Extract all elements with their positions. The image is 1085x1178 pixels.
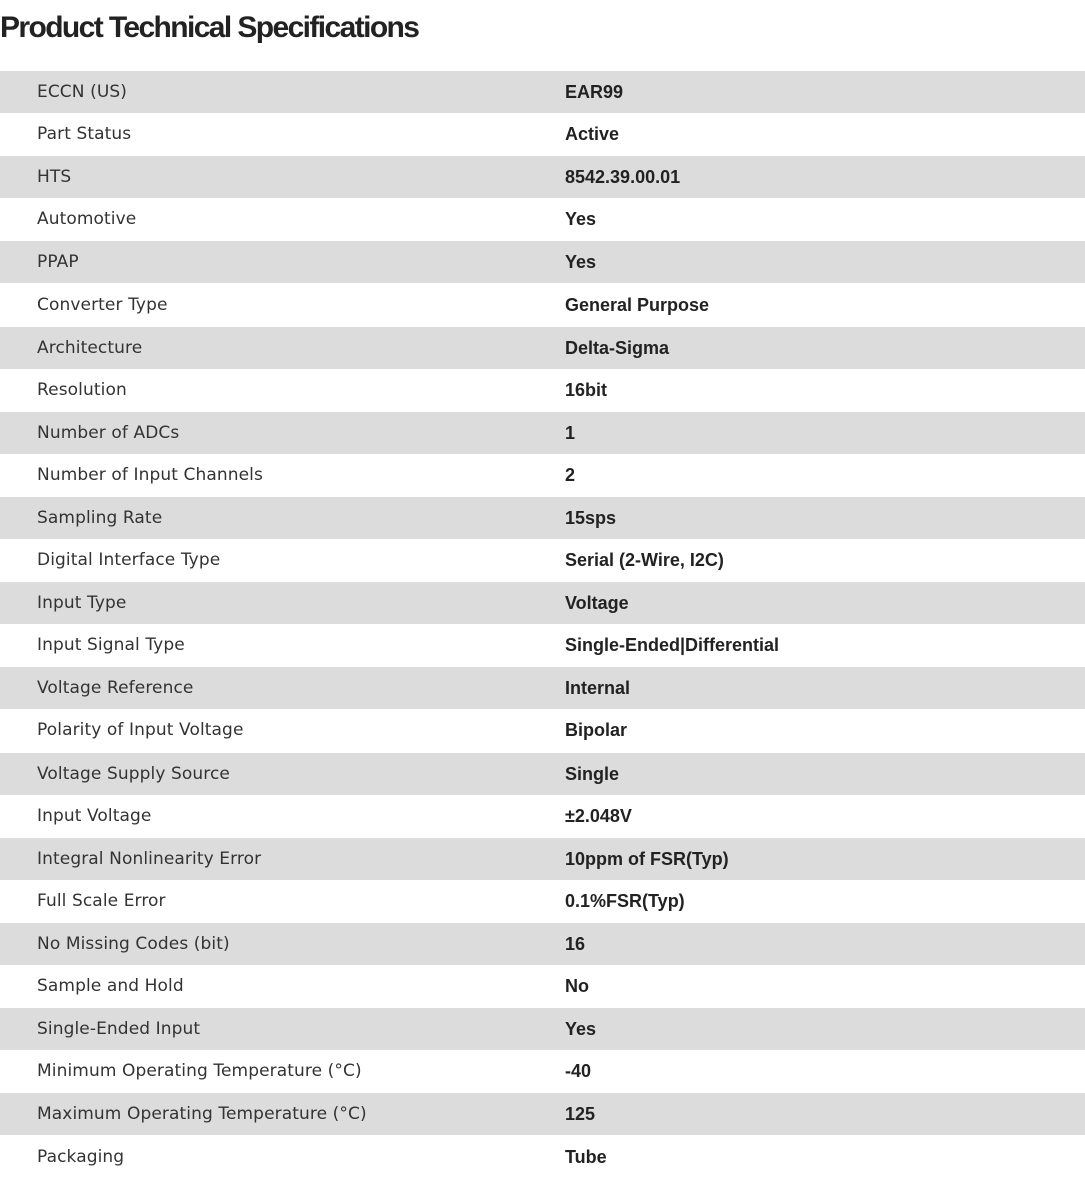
spec-value: -40 — [565, 1050, 1085, 1093]
spec-label: Input Signal Type — [0, 624, 565, 667]
spec-value: Active — [565, 113, 1085, 156]
spec-row — [0, 539, 1085, 582]
spec-row — [0, 1093, 1085, 1136]
spec-label: Single-Ended Input — [0, 1008, 565, 1051]
spec-label: Input Voltage — [0, 795, 565, 838]
spec-value: Serial (2-Wire, I2C) — [565, 539, 1085, 582]
spec-row — [0, 667, 1085, 710]
spec-label: Voltage Reference — [0, 667, 565, 710]
spec-row — [0, 1050, 1085, 1093]
spec-row — [0, 709, 1085, 752]
spec-table — [0, 70, 1085, 1178]
spec-row — [0, 624, 1085, 667]
spec-row — [0, 1008, 1085, 1051]
spec-value: 125 — [565, 1093, 1085, 1136]
spec-value: Voltage — [565, 582, 1085, 625]
spec-label: Sampling Rate — [0, 496, 565, 539]
spec-value: Tube — [565, 1135, 1085, 1178]
spec-value: Internal — [565, 667, 1085, 710]
spec-value: Bipolar — [565, 709, 1085, 752]
spec-label: No Missing Codes (bit) — [0, 922, 565, 965]
spec-row — [0, 241, 1085, 284]
spec-label: Converter Type — [0, 283, 565, 326]
spec-label: Resolution — [0, 369, 565, 412]
spec-label: Number of Input Channels — [0, 454, 565, 497]
spec-row — [0, 582, 1085, 625]
spec-label: HTS — [0, 156, 565, 199]
spec-label: Architecture — [0, 326, 565, 369]
spec-value: Single — [565, 752, 1085, 795]
spec-label: Automotive — [0, 198, 565, 241]
spec-row — [0, 965, 1085, 1008]
spec-row — [0, 411, 1085, 454]
spec-row — [0, 113, 1085, 156]
spec-label: Part Status — [0, 113, 565, 156]
spec-row — [0, 198, 1085, 241]
spec-value: No — [565, 965, 1085, 1008]
spec-row — [0, 326, 1085, 369]
spec-row — [0, 837, 1085, 880]
page-title: Product Technical Specifications — [0, 11, 419, 44]
spec-label: Packaging — [0, 1135, 565, 1178]
spec-row — [0, 369, 1085, 412]
spec-label: Digital Interface Type — [0, 539, 565, 582]
spec-label: PPAP — [0, 241, 565, 284]
spec-label: Minimum Operating Temperature (°C) — [0, 1050, 565, 1093]
spec-row — [0, 454, 1085, 497]
spec-label: Integral Nonlinearity Error — [0, 837, 565, 880]
spec-value: 10ppm of FSR(Typ) — [565, 837, 1085, 880]
spec-value: 16 — [565, 922, 1085, 965]
spec-label: Voltage Supply Source — [0, 752, 565, 795]
spec-value: Yes — [565, 198, 1085, 241]
spec-value: 2 — [565, 454, 1085, 497]
spec-label: Maximum Operating Temperature (°C) — [0, 1093, 565, 1136]
spec-value: EAR99 — [565, 71, 1085, 114]
spec-row — [0, 283, 1085, 326]
spec-value: 0.1%FSR(Typ) — [565, 880, 1085, 923]
spec-row — [0, 752, 1085, 795]
spec-value: 15sps — [565, 496, 1085, 539]
spec-label: Number of ADCs — [0, 411, 565, 454]
spec-label: ECCN (US) — [0, 71, 565, 114]
spec-value: Delta-Sigma — [565, 326, 1085, 369]
spec-label: Full Scale Error — [0, 880, 565, 923]
spec-value: 8542.39.00.01 — [565, 156, 1085, 199]
spec-row — [0, 880, 1085, 923]
spec-value: Yes — [565, 1008, 1085, 1051]
spec-value: 1 — [565, 411, 1085, 454]
spec-value: Yes — [565, 241, 1085, 284]
spec-value: General Purpose — [565, 283, 1085, 326]
spec-value: ±2.048V — [565, 795, 1085, 838]
spec-label: Polarity of Input Voltage — [0, 709, 565, 752]
spec-row — [0, 156, 1085, 199]
spec-row — [0, 496, 1085, 539]
spec-value: Single-Ended|Differential — [565, 624, 1085, 667]
spec-table-body — [0, 71, 1085, 1178]
spec-label: Input Type — [0, 582, 565, 625]
spec-value: 16bit — [565, 369, 1085, 412]
spec-row — [0, 795, 1085, 838]
spec-row — [0, 71, 1085, 114]
spec-row — [0, 1135, 1085, 1178]
spec-label: Sample and Hold — [0, 965, 565, 1008]
spec-row — [0, 922, 1085, 965]
